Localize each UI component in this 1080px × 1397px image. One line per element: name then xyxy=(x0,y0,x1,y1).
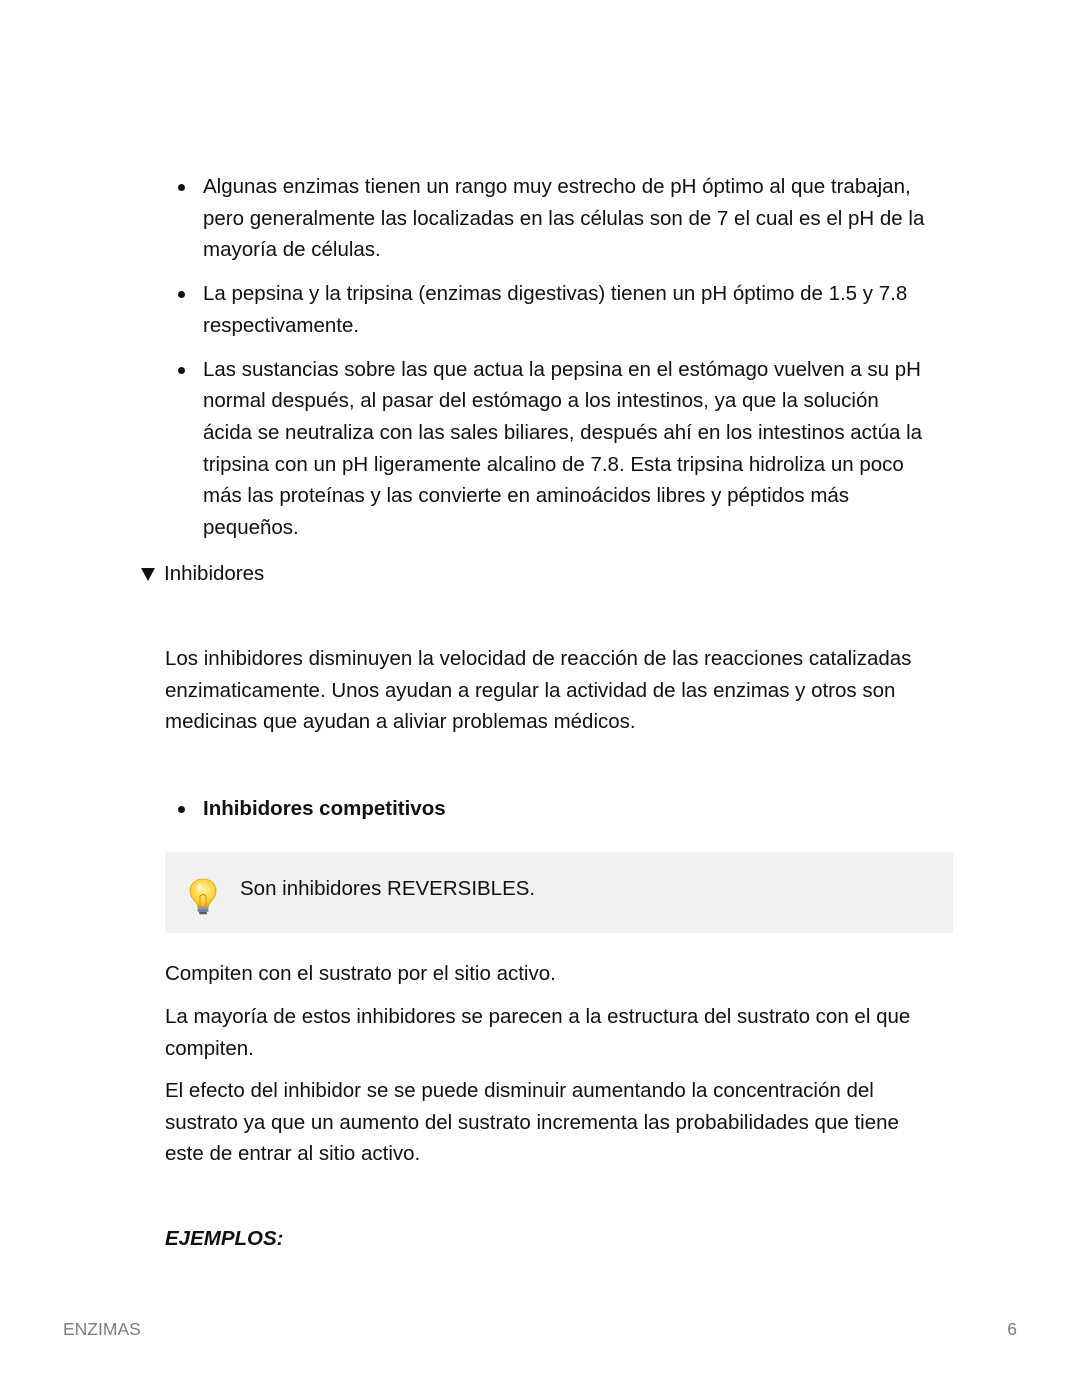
list-item xyxy=(178,171,958,266)
bullet-icon xyxy=(178,367,185,374)
list-item xyxy=(178,278,958,341)
competitive-paragraph-2 xyxy=(165,1001,955,1064)
list-item-line: tripsina con un pH ligeramente alcalino de 7.8. Esta tripsina hidroliza un poco xyxy=(203,452,904,476)
callout-box xyxy=(165,852,953,933)
paragraph-line: Los inhibidores disminuyen la velocidad de reacción de las reacciones catalizadas xyxy=(165,647,912,670)
callout-text: Son inhibidores REVERSIBLES. xyxy=(240,877,536,900)
ph-bullet-list xyxy=(178,171,958,544)
bullet-icon xyxy=(178,184,185,191)
paragraph-line: La mayoría de estos inhibidores se parecen a la estructura del sustrato con el que xyxy=(165,1005,911,1028)
list-item-line: Algunas enzimas tienen un rango muy estrecho de pH óptimo al que trabajan, xyxy=(203,175,911,198)
paragraph-line: El efecto del inhibidor se se puede disminuir aumentando la concentración del xyxy=(165,1079,874,1102)
list-item-line: ácida se neutraliza con las sales biliares, después ahí en los intestinos actúa la xyxy=(203,420,923,444)
bullet-icon xyxy=(178,291,185,298)
competitive-heading: Inhibidores competitivos xyxy=(203,797,446,820)
footer-title: ENZIMAS xyxy=(63,1319,141,1339)
list-item-line: La pepsina y la tripsina (enzimas digestivas) tienen un pH óptimo de 1.5 y 7.8 xyxy=(203,282,908,306)
paragraph-line: compiten. xyxy=(165,1036,254,1060)
inhibitors-toggle[interactable] xyxy=(141,558,264,590)
footer-page-number: 6 xyxy=(1007,1319,1017,1339)
competitive-bullet-list xyxy=(178,793,958,825)
paragraph-line: este de entrar al sitio activo. xyxy=(165,1142,421,1166)
paragraph-line: enzimaticamente. Unos ayudan a regular la actividad de las enzimas y otros son xyxy=(165,678,896,702)
list-item-line: normal después, al pasar del estómago a los intestinos, ya que la solución xyxy=(203,389,879,413)
list-item-line: Las sustancias sobre las que actua la pepsina en el estómago vuelven a su pH xyxy=(203,357,921,381)
list-item xyxy=(178,793,958,825)
list-item-line: pero generalmente las localizadas en las células son de 7 el cual es el pH de la xyxy=(203,206,925,230)
list-item-line: mayoría de células. xyxy=(203,238,381,262)
paragraph-line: sustrato ya que un aumento del sustrato incrementa las probabilidades que tiene xyxy=(165,1110,899,1134)
paragraph-line: medicinas que ayudan a aliviar problemas médicos. xyxy=(165,710,636,734)
inhibitors-intro-paragraph xyxy=(165,643,955,738)
list-item-line: más las proteínas y las convierte en aminoácidos libres y péptidos más xyxy=(203,484,850,508)
list-item-line: pequeños. xyxy=(203,516,299,540)
competitive-paragraph-1: Compiten con el sustrato por el sitio activo. xyxy=(165,962,556,985)
competitive-paragraph-3 xyxy=(165,1075,955,1170)
triangle-down-icon[interactable] xyxy=(141,568,155,581)
lightbulb-icon xyxy=(189,878,217,916)
list-item xyxy=(178,354,958,544)
bullet-icon xyxy=(178,806,185,813)
examples-label: EJEMPLOS: xyxy=(165,1227,284,1250)
list-item-line: respectivamente. xyxy=(203,313,360,337)
toggle-label: Inhibidores xyxy=(164,562,265,585)
